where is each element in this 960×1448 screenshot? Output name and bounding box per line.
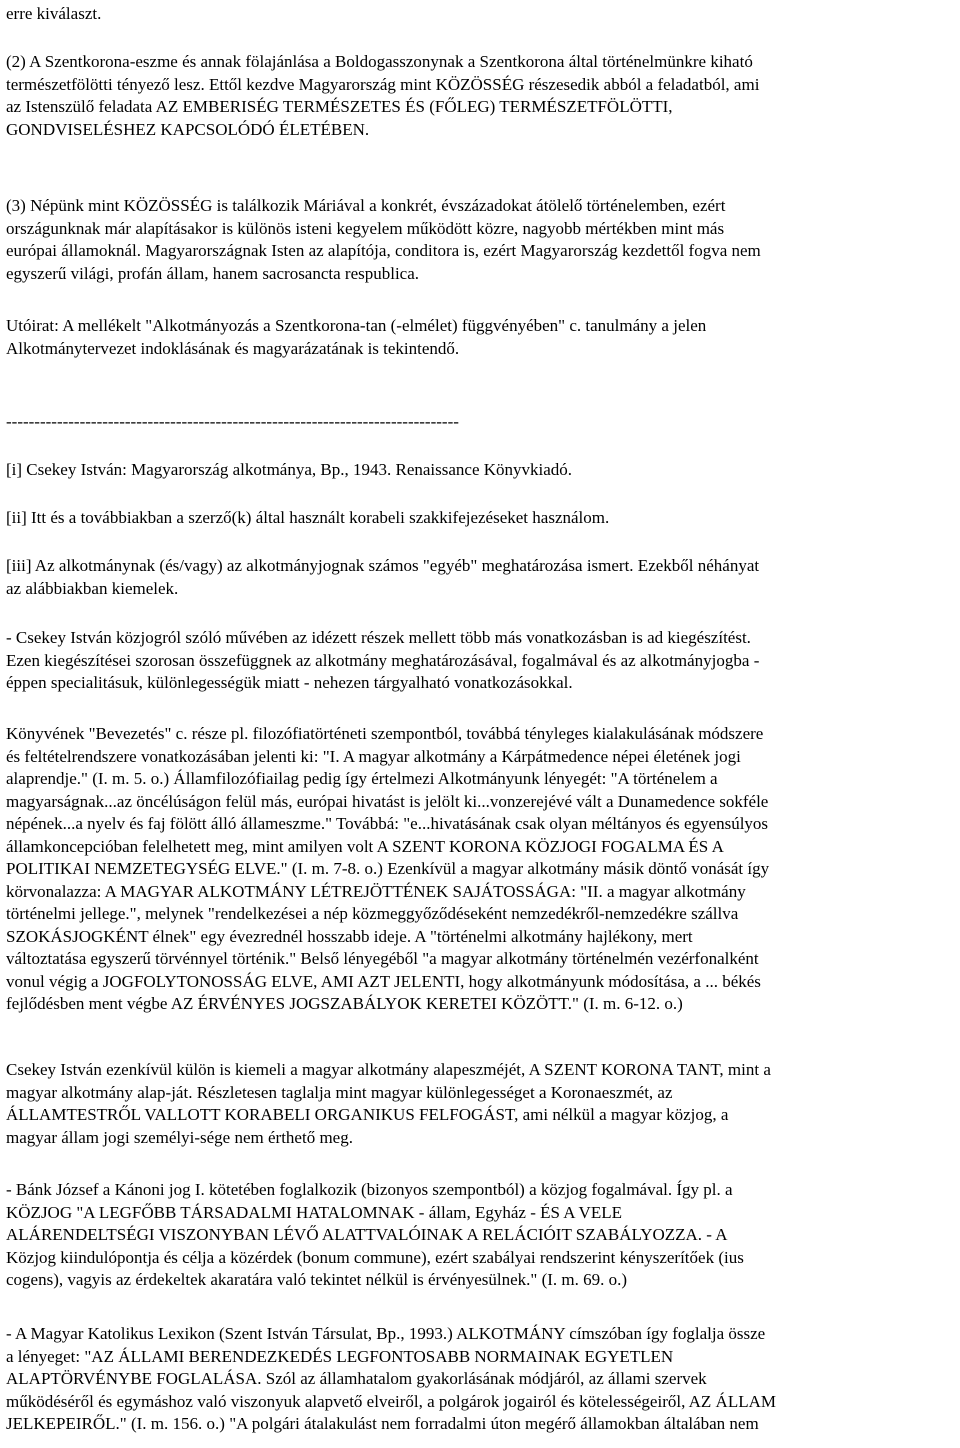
footnote-i: [i] Csekey István: Magyarország alkotmánya, Bp., 1943. Renaissance Könyvkiadó. xyxy=(6,460,573,479)
text-paragraph-fragment: erre kiválaszt. xyxy=(6,4,102,23)
text-paragraph-2: (2) A Szentkorona-eszme és annak fölajánlása a Boldogasszonynak a Szentkorona által történelmünkre kiható természetfölötti tényező lesz. Ettől kezdve Magyarország mint KÖZÖSSÉG részesedik abból a feladatból, ami az Istenszülő feladata AZ EMBERISÉG TERMÉSZETES ÉS (FŐLEG) TERMÉSZETFÖLÖTTI, GONDVISELÉSHEZ KAPCSOLÓDÓ ÉLETÉBEN. xyxy=(6,52,760,139)
footnote-iii: [iii] Az alkotmánynak (és/vagy) az alkotmányjognak számos "egyéb" meghatározása ismert. Ezekből néhányat az alábbiakban kiemelek. xyxy=(6,556,760,598)
csekey-paragraph: - Csekey István közjogról szóló művében az idézett részek mellett több más vonatkozásban is ad kiegészítést. Ezen kiegészítései szorosan összefüggnek az alkotmány meghatározásával, fogalmával és az alkotmányjogba - éppen specialitásuk, különlegességük miatt - nehezen tárgyalható vonatkozásokkal. xyxy=(6,628,760,692)
szent-korona-paragraph: Csekey István ezenkívül külön is kiemeli a magyar alkotmány alapeszméjét, A SZENT KORONA TANT, mint a magyar alkotmány alap-ját. Részletesen taglalja mint magyar különlegességet a Koronaeszmét, az ÁLLAMTESTRŐL VALLOTT KORABELI ORGANIKUS FELFOGÁST, ami nélkül a magyar közjog, a magyar állam jogi személyi-sége nem érthető meg. xyxy=(6,1060,771,1147)
text-paragraph-3: (3) Népünk mint KÖZÖSSÉG is találkozik Máriával a konkrét, évszázadokat átölelő történelemben, ezért országunknak már alapításakor is különös isteni kegyelem működött közre, nagyobb mértékben mint más európai államoknál. Magyarországnak Isten az alapítója, conditora is, ezért Magyarország kezdettől fogva nem egyszerű világi, profán állam, hanem sacrosancta respublica. xyxy=(6,196,761,283)
bank-jozsef-paragraph: - Bánk József a Kánoni jog I. kötetében foglalkozik (bizonyos szempontból) a közjog fogalmával. Így pl. a KÖZJOG "A LEGFŐBB TÁRSADALMI HATALOMNAK - állam, Egyház - ÉS A VELE ALÁRENDELTSÉGI VISZONYBAN LÉVŐ ALATTVALÓINAK A RELÁCIÓIT SZABÁLYOZZA. - A Közjog kiindulópontja és célja a közérdek (bonum commune), ezért szabályai rendszerint kényszerítőek (ius cogens), vagyis az érdekeltek akaratára való tekintet nélkül is érvényesülnek." (I. m. 69. o.) xyxy=(6,1180,744,1289)
footnote-ii: [ii] Itt és a továbbiakban a szerző(k) által használt korabeli szakkifejezéseket használom. xyxy=(6,508,610,527)
lexikon-paragraph: - A Magyar Katolikus Lexikon (Szent István Társulat, Bp., 1993.) ALKOTMÁNY címszóban így foglalja össze a lényeget: "AZ ÁLLAMI BERENDEZKEDÉS LEGFONTOSABB NORMAINAK EGYETLEN ALAPTÖRVÉNYBE FOGLALÁSA. Szól az államhatalom gyakorlásának módjáról, az állami szervek működéséről és egymáshoz való viszonyuk alapvető elveiről, a polgárok jogairól és kötelességeiről, AZ ÁLLAM JELKEPEIRŐL." (I. m. 156. o.) "A polgári átalakulást nem forradalmi úton megérő államokban általában nem xyxy=(6,1324,776,1433)
postscript-paragraph: Utóirat: A mellékelt "Alkotmányozás a Szentkorona-tan (-elmélet) függvényében" c. tanulmány a jelen Alkotmánytervezet indoklásának és magyarázatának is tekintendő. xyxy=(6,316,707,358)
footnote-separator: -------------------------------------------------------------------------------- xyxy=(6,412,459,431)
bevezetes-paragraph: Könyvének "Bevezetés" c. része pl. filozófiatörténeti szempontból, továbbá tényleges kialakulásának módszere és feltételrendszere vonatkozásában jelenti ki: "I. A magyar alkotmány a Kárpátmedence népei életének jogi alaprendje." (I. m. 5. o.) Államfilozófiailag pedig így értelmezi Alkotmányunk lényegét: "A történelem a magyarságnak...az öncélúságon felül más, európai hivatást is jelölt ki...vonzerejévé vált a Dunamedence sokféle népének...a nyelv és faj fölött álló állameszme." Továbbá: "e...hivatásának csak olyan méltányos és egyensúlyos államkoncepcióban felelhetett meg, mint amilyen volt A SZENT KORONA KÖZJOGI FOGALMA ÉS A POLITIKAI NEMZETEGYSÉG ELVE." (I. m. 7-8. o.) Ezenkívül a magyar alkotmány másik döntő vonását így körvonalazza: A MAGYAR ALKOTMÁNY LÉTREJÖTTÉNEK SAJÁTOSSÁGA: "II. a magyar alkotmány történelmi jellege.", melynek "rendelkezései a nép közmeggyőződéseként nemzedékről-nemzedékre szállva SZOKÁSJOGKÉNT élnek" egy évezrednél hosszabb ideje. A "történelmi alkotmány hajlékony, mert változtatása egyszerű törvénnyel történik." Belső lényegéből "a magyar alkotmány történelmén vezérfonalként vonul végig a JOGFOLYTONOSSÁG ELVE, AMI AZT JELENTI, hogy alkotmányunk módosítása, a ... békés fejlődésben ment végbe AZ ÉRVÉNYES JOGSZABÁLYOK KERETEI KÖZÖTT." (I. m. 6-12. o.) xyxy=(6,724,770,1013)
